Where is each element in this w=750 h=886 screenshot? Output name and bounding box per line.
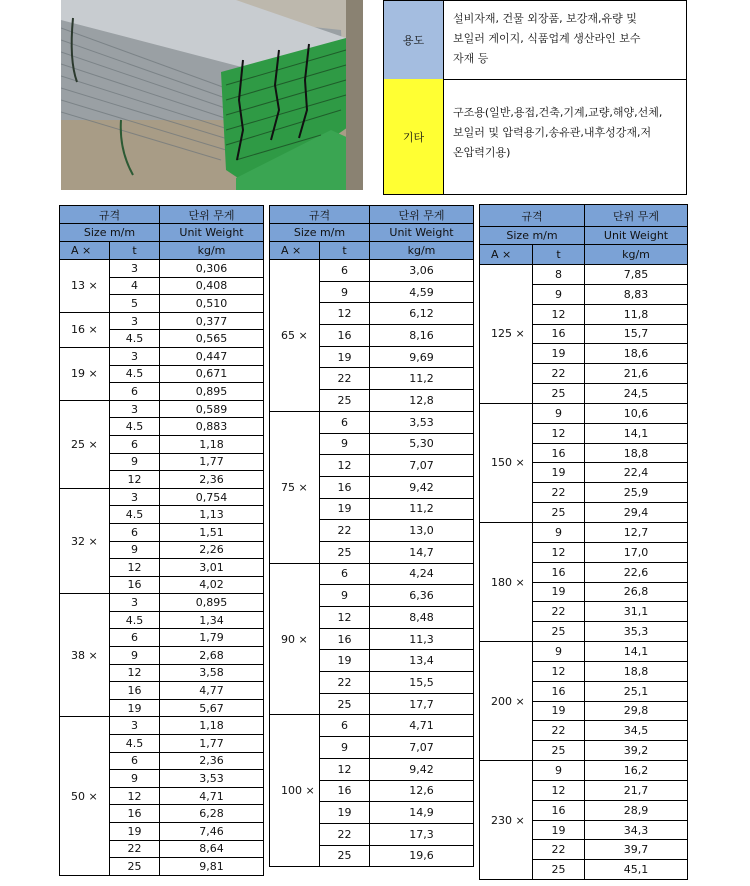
width-a-cell: 230 × (480, 761, 533, 880)
weight-cell: 0,565 (160, 330, 264, 348)
thickness-cell: 16 (533, 324, 585, 344)
weight-cell: 0,408 (160, 277, 264, 295)
thickness-cell: 22 (533, 602, 585, 622)
unit-weight-header-ko: 단위 무게 (370, 206, 474, 224)
table-row (60, 260, 264, 278)
header-row-units (480, 245, 688, 265)
thickness-cell: 4.5 (110, 365, 160, 383)
other-label: 기타 (384, 79, 444, 194)
weight-cell: 15,5 (370, 672, 474, 694)
thickness-cell: 25 (533, 384, 585, 404)
kg-per-m-header: kg/m (585, 245, 688, 265)
other-row (384, 79, 686, 194)
weight-cell: 25,1 (585, 681, 688, 701)
thickness-cell: 22 (320, 368, 370, 390)
weight-cell: 2,26 (160, 541, 264, 559)
width-a-cell: 38 × (60, 594, 110, 717)
weight-cell: 34,3 (585, 820, 688, 840)
thickness-cell: 9 (320, 281, 370, 303)
weight-cell: 0,306 (160, 260, 264, 278)
thickness-cell: 16 (110, 805, 160, 823)
thickness-cell: 19 (320, 498, 370, 520)
thickness-cell: 19 (533, 582, 585, 602)
weight-cell: 10,6 (585, 403, 688, 423)
thickness-cell: 4.5 (110, 611, 160, 629)
weight-cell: 6,28 (160, 805, 264, 823)
thickness-cell: 3 (110, 260, 160, 278)
table-row (60, 717, 264, 735)
table-row (60, 312, 264, 330)
thickness-cell: 19 (533, 463, 585, 483)
weight-cell: 7,07 (370, 737, 474, 759)
thickness-cell: 12 (110, 787, 160, 805)
size-header: Size m/m (270, 224, 370, 242)
unit-weight-header-ko: 단위 무게 (160, 206, 264, 224)
unit-weight-header: Unit Weight (585, 227, 688, 245)
weight-cell: 5,67 (160, 699, 264, 717)
usage-description (444, 1, 686, 79)
thickness-cell: 16 (110, 682, 160, 700)
thickness-cell: 6 (110, 435, 160, 453)
kg-per-m-header: kg/m (160, 242, 264, 260)
weight-cell: 3,53 (370, 411, 474, 433)
weight-cell: 3,58 (160, 664, 264, 682)
thickness-cell: 25 (533, 622, 585, 642)
weight-table-1 (59, 205, 264, 876)
usage-line: 보일러 게이지, 식품업계 생산라인 보수 (453, 32, 641, 45)
width-a-cell: 200 × (480, 642, 533, 761)
thickness-cell: 9 (533, 761, 585, 781)
weight-cell: 11,8 (585, 304, 688, 324)
weight-cell: 8,16 (370, 325, 474, 347)
header-row-korean (60, 206, 264, 224)
weight-cell: 18,8 (585, 661, 688, 681)
table-row (480, 522, 688, 542)
weight-cell: 1,34 (160, 611, 264, 629)
thickness-cell: 12 (533, 542, 585, 562)
weight-cell: 1,77 (160, 735, 264, 753)
weight-cell: 1,51 (160, 523, 264, 541)
thickness-cell: 19 (533, 820, 585, 840)
unit-weight-header-ko: 단위 무게 (585, 205, 688, 227)
table-row (270, 411, 474, 433)
weight-cell: 14,7 (370, 541, 474, 563)
size-header: Size m/m (60, 224, 160, 242)
thickness-header: t (533, 245, 585, 265)
weight-cell: 4,59 (370, 281, 474, 303)
thickness-cell: 16 (533, 800, 585, 820)
thickness-cell: 6 (110, 383, 160, 401)
thickness-cell: 19 (320, 802, 370, 824)
width-a-header: A × (60, 242, 110, 260)
thickness-cell: 4.5 (110, 506, 160, 524)
thickness-cell: 12 (533, 423, 585, 443)
table-row (480, 403, 688, 423)
table-row (270, 260, 474, 282)
thickness-cell: 9 (533, 522, 585, 542)
table-row (60, 488, 264, 506)
header-row-english (270, 224, 474, 242)
thickness-cell: 19 (533, 344, 585, 364)
weight-cell: 0,895 (160, 594, 264, 612)
weight-cell: 5,30 (370, 433, 474, 455)
thickness-cell: 19 (533, 701, 585, 721)
weight-cell: 7,85 (585, 265, 688, 285)
thickness-cell: 25 (320, 390, 370, 412)
weight-cell: 17,3 (370, 823, 474, 845)
weight-cell: 4,71 (160, 787, 264, 805)
weight-cell: 21,6 (585, 364, 688, 384)
weight-cell: 0,377 (160, 312, 264, 330)
unit-weight-header: Unit Weight (370, 224, 474, 242)
weight-cell: 18,6 (585, 344, 688, 364)
table-row (270, 563, 474, 585)
weight-cell: 17,7 (370, 693, 474, 715)
spec-header: 규격 (480, 205, 585, 227)
weight-cell: 3,53 (160, 770, 264, 788)
thickness-cell: 22 (320, 672, 370, 694)
usage-line: 자재 등 (453, 52, 489, 65)
weight-cell: 19,6 (370, 845, 474, 867)
thickness-cell: 12 (110, 664, 160, 682)
thickness-cell: 16 (533, 443, 585, 463)
usage-label: 용도 (384, 1, 444, 79)
weight-cell: 17,0 (585, 542, 688, 562)
width-a-cell: 125 × (480, 265, 533, 404)
weight-cell: 11,2 (370, 368, 474, 390)
width-a-header: A × (480, 245, 533, 265)
weight-cell: 8,48 (370, 607, 474, 629)
thickness-cell: 12 (320, 455, 370, 477)
weight-cell: 6,12 (370, 303, 474, 325)
weight-cell: 1,79 (160, 629, 264, 647)
table-row (60, 400, 264, 418)
weight-cell: 29,4 (585, 503, 688, 523)
weight-cell: 1,18 (160, 435, 264, 453)
thickness-cell: 19 (110, 699, 160, 717)
weight-cell: 8,83 (585, 284, 688, 304)
thickness-cell: 16 (320, 476, 370, 498)
thickness-cell: 25 (533, 741, 585, 761)
weight-cell: 4,02 (160, 576, 264, 594)
weight-cell: 29,8 (585, 701, 688, 721)
steel-bars-image (61, 0, 363, 190)
weight-cell: 24,5 (585, 384, 688, 404)
thickness-cell: 3 (110, 594, 160, 612)
weight-cell: 39,7 (585, 840, 688, 860)
weight-cell: 0,883 (160, 418, 264, 436)
thickness-cell: 4.5 (110, 330, 160, 348)
width-a-cell: 16 × (60, 312, 110, 347)
thickness-cell: 9 (320, 737, 370, 759)
weight-cell: 9,42 (370, 476, 474, 498)
weight-cell: 8,64 (160, 840, 264, 858)
weight-cell: 34,5 (585, 721, 688, 741)
weight-cell: 11,2 (370, 498, 474, 520)
weight-cell: 15,7 (585, 324, 688, 344)
thickness-cell: 25 (533, 860, 585, 880)
width-a-header: A × (270, 242, 320, 260)
thickness-cell: 5 (110, 295, 160, 313)
header-row-english (60, 224, 264, 242)
other-description (444, 79, 686, 194)
thickness-cell: 3 (110, 717, 160, 735)
weight-cell: 39,2 (585, 741, 688, 761)
weight-cell: 0,754 (160, 488, 264, 506)
weight-cell: 13,0 (370, 520, 474, 542)
weight-cell: 13,4 (370, 650, 474, 672)
weight-cell: 22,4 (585, 463, 688, 483)
weight-cell: 1,77 (160, 453, 264, 471)
thickness-cell: 6 (320, 411, 370, 433)
thickness-cell: 22 (110, 840, 160, 858)
thickness-cell: 16 (320, 325, 370, 347)
weight-cell: 7,07 (370, 455, 474, 477)
thickness-cell: 16 (320, 780, 370, 802)
thickness-cell: 8 (533, 265, 585, 285)
weight-cell: 45,1 (585, 860, 688, 880)
weight-cell: 9,42 (370, 758, 474, 780)
weight-cell: 4,77 (160, 682, 264, 700)
usage-info-box (383, 0, 687, 195)
thickness-cell: 16 (320, 628, 370, 650)
width-a-cell: 75 × (270, 411, 320, 563)
thickness-cell: 6 (320, 260, 370, 282)
thickness-cell: 12 (320, 607, 370, 629)
thickness-cell: 12 (533, 661, 585, 681)
weight-cell: 4,71 (370, 715, 474, 737)
weight-cell: 2,68 (160, 647, 264, 665)
weight-cell: 0,447 (160, 347, 264, 365)
thickness-cell: 19 (320, 346, 370, 368)
kg-per-m-header: kg/m (370, 242, 474, 260)
width-a-cell: 19 × (60, 347, 110, 400)
weight-table-2 (269, 205, 474, 867)
thickness-cell: 6 (110, 752, 160, 770)
weight-cell: 6,36 (370, 585, 474, 607)
thickness-cell: 22 (533, 840, 585, 860)
weight-cell: 12,6 (370, 780, 474, 802)
width-a-cell: 100 × (270, 715, 320, 867)
thickness-cell: 9 (110, 541, 160, 559)
table-row (480, 265, 688, 285)
thickness-cell: 12 (320, 303, 370, 325)
width-a-cell: 65 × (270, 260, 320, 412)
thickness-cell: 4.5 (110, 735, 160, 753)
thickness-cell: 16 (110, 576, 160, 594)
weight-cell: 28,9 (585, 800, 688, 820)
unit-weight-header: Unit Weight (160, 224, 264, 242)
weight-table-3 (479, 204, 688, 880)
header-row-korean (480, 205, 688, 227)
weight-cell: 12,8 (370, 390, 474, 412)
thickness-cell: 12 (533, 304, 585, 324)
weight-cell: 21,7 (585, 780, 688, 800)
width-a-cell: 150 × (480, 403, 533, 522)
width-a-cell: 13 × (60, 260, 110, 313)
thickness-cell: 9 (533, 642, 585, 662)
thickness-cell: 6 (110, 629, 160, 647)
weight-cell: 3,01 (160, 559, 264, 577)
thickness-cell: 25 (320, 693, 370, 715)
weight-cell: 11,3 (370, 628, 474, 650)
weight-cell: 9,69 (370, 346, 474, 368)
thickness-cell: 22 (320, 823, 370, 845)
weight-cell: 9,81 (160, 858, 264, 876)
thickness-cell: 3 (110, 488, 160, 506)
header-row-units (270, 242, 474, 260)
thickness-cell: 12 (110, 471, 160, 489)
usage-row (384, 1, 686, 80)
weight-cell: 12,7 (585, 522, 688, 542)
weight-cell: 25,9 (585, 483, 688, 503)
thickness-cell: 12 (320, 758, 370, 780)
other-line: 구조용(일반,용접,건축,기계,교량,해양,선체, (453, 106, 663, 119)
thickness-cell: 3 (110, 400, 160, 418)
weight-cell: 0,510 (160, 295, 264, 313)
weight-cell: 31,1 (585, 602, 688, 622)
thickness-cell: 25 (533, 503, 585, 523)
thickness-cell: 19 (320, 650, 370, 672)
weight-cell: 26,8 (585, 582, 688, 602)
thickness-cell: 22 (320, 520, 370, 542)
table-row (270, 715, 474, 737)
weight-cell: 18,8 (585, 443, 688, 463)
usage-line: 설비자재, 건물 외장품, 보강재,유량 및 (453, 12, 637, 25)
thickness-cell: 25 (320, 845, 370, 867)
weight-cell: 2,36 (160, 471, 264, 489)
thickness-cell: 6 (110, 523, 160, 541)
thickness-cell: 3 (110, 347, 160, 365)
thickness-cell: 3 (110, 312, 160, 330)
weight-cell: 35,3 (585, 622, 688, 642)
weight-cell: 0,895 (160, 383, 264, 401)
table-row (480, 761, 688, 781)
thickness-cell: 16 (533, 562, 585, 582)
thickness-cell: 9 (533, 284, 585, 304)
spec-header: 규격 (270, 206, 370, 224)
thickness-cell: 22 (533, 483, 585, 503)
thickness-cell: 19 (110, 823, 160, 841)
thickness-header: t (110, 242, 160, 260)
weight-cell: 22,6 (585, 562, 688, 582)
thickness-cell: 9 (320, 585, 370, 607)
weight-cell: 1,13 (160, 506, 264, 524)
thickness-cell: 4.5 (110, 418, 160, 436)
table-row (480, 642, 688, 662)
weight-cell: 7,46 (160, 823, 264, 841)
product-photo (61, 0, 363, 190)
width-a-cell: 50 × (60, 717, 110, 875)
thickness-cell: 6 (320, 563, 370, 585)
width-a-cell: 25 × (60, 400, 110, 488)
thickness-cell: 6 (320, 715, 370, 737)
thickness-header: t (320, 242, 370, 260)
thickness-cell: 9 (110, 453, 160, 471)
weight-cell: 16,2 (585, 761, 688, 781)
spec-header: 규격 (60, 206, 160, 224)
thickness-cell: 9 (110, 647, 160, 665)
weight-cell: 2,36 (160, 752, 264, 770)
header-row-english (480, 227, 688, 245)
thickness-cell: 9 (110, 770, 160, 788)
weight-cell: 14,1 (585, 423, 688, 443)
size-header: Size m/m (480, 227, 585, 245)
width-a-cell: 180 × (480, 522, 533, 641)
weight-cell: 0,589 (160, 400, 264, 418)
weight-cell: 4,24 (370, 563, 474, 585)
weight-cell: 14,9 (370, 802, 474, 824)
weight-cell: 0,671 (160, 365, 264, 383)
header-row-units (60, 242, 264, 260)
table-row (60, 347, 264, 365)
other-line: 온압력기용) (453, 146, 511, 159)
thickness-cell: 9 (320, 433, 370, 455)
table-row (60, 594, 264, 612)
width-a-cell: 32 × (60, 488, 110, 594)
thickness-cell: 9 (533, 403, 585, 423)
width-a-cell: 90 × (270, 563, 320, 715)
thickness-cell: 12 (110, 559, 160, 577)
thickness-cell: 25 (110, 858, 160, 876)
thickness-cell: 22 (533, 721, 585, 741)
thickness-cell: 16 (533, 681, 585, 701)
thickness-cell: 4 (110, 277, 160, 295)
thickness-cell: 12 (533, 780, 585, 800)
header-row-korean (270, 206, 474, 224)
thickness-cell: 25 (320, 541, 370, 563)
thickness-cell: 22 (533, 364, 585, 384)
weight-cell: 14,1 (585, 642, 688, 662)
other-line: 보일러 및 압력용기,송유관,내후성강재,저 (453, 126, 652, 139)
weight-cell: 1,18 (160, 717, 264, 735)
weight-cell: 3,06 (370, 260, 474, 282)
